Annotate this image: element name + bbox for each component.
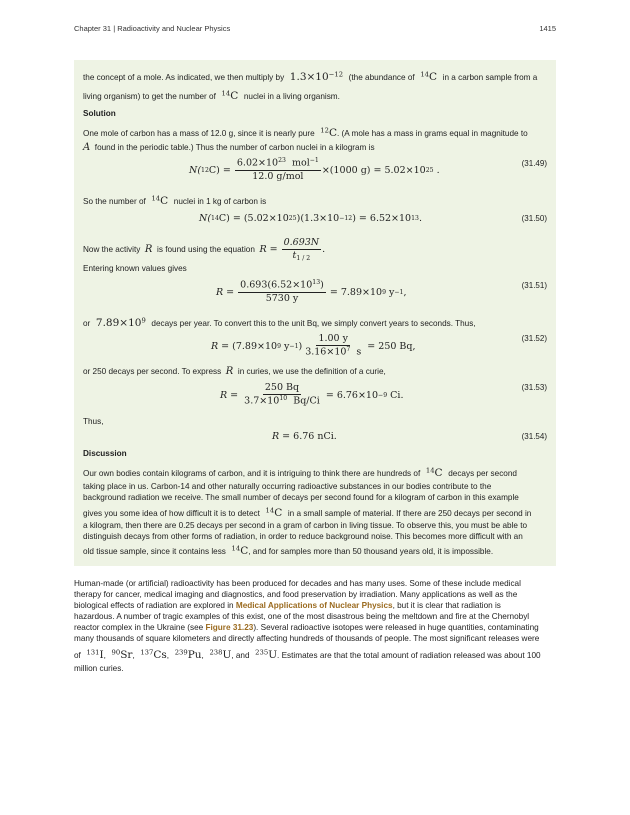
activity-line: Now the activity R is found using the equation R = $\frac{0.693N}{t_{1 / 2}}$ . <box>83 237 326 262</box>
isotope-c12: $^{12}$C <box>320 126 337 139</box>
page-number: 1415 <box>539 24 556 33</box>
isotope-sr90: $^{90}$Sr <box>111 648 133 661</box>
entering-line: Entering known values gives <box>83 264 187 273</box>
equation-number: (31.52) <box>521 334 547 343</box>
equation-31-49: N( 12 C) = $\frac{6.02\times 10^{23} mol^{-1}}{\text{12.0 g/mol}}$ ×(1000 g) = 5.02×10 25 . (31.49) <box>189 157 547 182</box>
body-line-5: reactor complex in the Ukraine (see Figure 31.23). Several radioactive isotopes were released in huge quantities, contaminating <box>74 623 539 632</box>
equation-31-53: R = $\frac{250 Bq}{3.7\times 10^{10} Bq/Ci}$ = 6.76×10 −9 Ci. (31.53) <box>220 382 547 407</box>
discussion-line-1: Our own bodies contain kilograms of carbon, and it is intriguing to think there are hundreds of $^{14}$C decays per second <box>83 466 517 479</box>
isotope-u235: $^{235}$U <box>255 648 278 661</box>
discussion-line-2: taking place in us. Carbon-14 and other naturally occurring radioactive substances in our bodies contribute to the <box>83 482 492 491</box>
intro-line-2: living organism) to get the number of $^{14}$C nuclei in a living organism. <box>83 89 340 102</box>
figure-31-23-link[interactable]: Figure 31.23 <box>205 623 254 632</box>
intro-line-1: the concept of a mole. As indicated, we then multiply by $1.3\times 10^{-12}$ (the abundance of $^{14}$C in a carbon sample from a <box>83 70 538 83</box>
equation-31-50: N( 14 C) = (5.02×10 25 )(1.3×10 −12 ) = 6.52×10 13 . (31.50) <box>199 213 547 224</box>
discussion-line-5: a kilogram, then there are 0.25 decays per second in a gram of carbon in living tissue. To observe this, you must be able to <box>83 521 528 530</box>
discussion-line-3: background radiation we receive. The small number of decays per second found for a kilogram of carbon in this example <box>83 493 519 502</box>
equation-number: (31.54) <box>521 432 547 441</box>
discussion-line-4: gives you some idea of how difficult it is to detect $^{14}$C in a small sample of material. If there are 250 decays per second in <box>83 506 532 519</box>
half-life-equation: R = $\frac{0.693N}{t_{1 / 2}}$ . <box>259 237 326 262</box>
isotope-c14: $^{14}$C <box>151 194 169 207</box>
isotope-i131: $^{131}$I <box>86 648 104 661</box>
equation-number: (31.49) <box>521 159 547 168</box>
or-line: or $7.89\times 10^9$ decays per year. To convert this to the unit Bq, we simply convert years to seconds. Thus, <box>83 316 476 329</box>
body-line-6: many thousands of square kilometers and directly affecting hundreds of thousands of people. The most significant releases were <box>74 634 540 643</box>
example-content <box>83 60 547 566</box>
discussion-heading: Discussion <box>83 449 127 458</box>
discussion-line-6: distinguish decays from other forms of radiation, in order to reduce background noise. This becomes more difficult with an <box>83 532 523 541</box>
isotope-cs137: $^{137}$Cs <box>140 648 167 661</box>
body-line-1: Human-made (or artificial) radioactivity has been produced for decades and has many uses. Some of these include medical <box>74 579 521 588</box>
equation-31-52: R = (7.89×10 9 y −1 ) $\frac{1.00 y}{3.16\times 10^7 s}$ = 250 Bq, (31.52) <box>211 333 547 358</box>
body-line-4: hazardous. A number of tragic examples of this exist, one of the most disastrous being the meltdown and fire at the Chernobyl <box>74 612 530 621</box>
abundance-value: $1.3\times 10^{-12}$ <box>289 70 344 83</box>
solution-heading: Solution <box>83 109 116 118</box>
solution-line-2: A found in the periodic table.) Thus the number of carbon nuclei in a kilogram is <box>83 142 375 153</box>
body-paragraph <box>74 578 556 674</box>
equation-31-54: R = 6.76 nCi. (31.54) <box>272 431 547 442</box>
thus-line: Thus, <box>83 417 104 426</box>
fraction: $\frac{6.02\times 10^{23} mol^{-1}}{\text{12.0 g/mol}}$ <box>236 157 319 182</box>
body-line-8: million curies. <box>74 663 124 673</box>
body-line-7: of $^{131}$I, $^{90}$Sr, $^{137}$Cs, $^{239}$Pu, $^{238}$U, and $^{235}$U. Estimates are that the total amount of radiation released was about 100 <box>74 648 541 661</box>
medical-applications-link[interactable]: Medical Applications of Nuclear Physics <box>235 601 393 610</box>
body-line-3: biological effects of radiation are explored in Medical Applications of Nuclear Physics, but it is clear that radiation is <box>74 601 501 610</box>
chapter-title: Chapter 31 | Radioactivity and Nuclear Physics <box>74 24 231 33</box>
equation-number: (31.50) <box>521 214 547 223</box>
isotope-c14: $^{14}$C <box>231 544 249 557</box>
mid-line: So the number of $^{14}$C nuclei in 1 kg of carbon is <box>83 194 267 207</box>
isotope-c14: $^{14}$C <box>221 89 239 102</box>
discussion-line-7: old tissue sample, since it contains less $^{14}$C, and for samples more than 50 thousand years old, it is impossible. <box>83 544 494 557</box>
body-line-2: therapy for cancer, medical imaging and diagnostics, and food preservation by irradiation. Many applications as well as the <box>74 590 518 599</box>
isotope-c14: $^{14}$C <box>420 70 438 83</box>
decay-rate-value: $7.89\times 10^9$ <box>95 316 146 329</box>
equation-number: (31.53) <box>521 383 547 392</box>
curie-line: or 250 decays per second. To express R in curies, we use the definition of a curie, <box>83 366 386 377</box>
isotope-u238: $^{238}$U <box>209 648 232 661</box>
example-box <box>74 60 556 566</box>
equation-31-51: R = $\frac{0.693(6.52\times 10^{13})}{5730 y}$ = 7.89×10 9 y −1 , (31.51) <box>216 279 547 304</box>
isotope-c14: $^{14}$C <box>265 506 283 519</box>
isotope-c14: $^{14}$C <box>425 466 443 479</box>
solution-line-1: One mole of carbon has a mass of 12.0 g, since it is nearly pure $^{12}$C. (A mole has a mass in grams equal in magnitude to <box>83 126 528 139</box>
isotope-pu239: $^{239}$Pu <box>174 648 202 661</box>
equation-number: (31.51) <box>521 281 547 290</box>
